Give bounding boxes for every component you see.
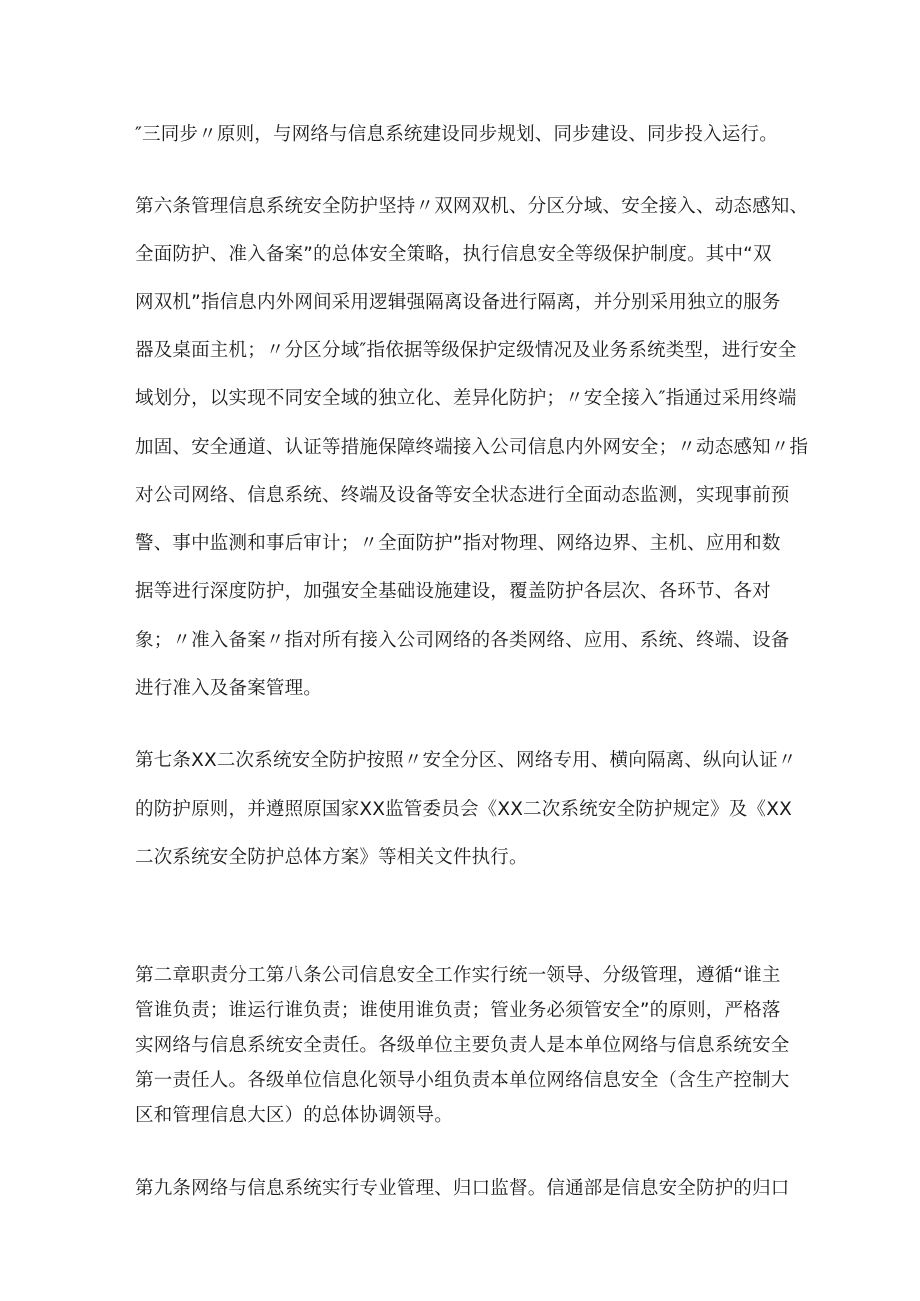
paragraph-line: 第九条网络与信息系统实行专业管理、归口监督。信通部是信息安全防护的归口 (135, 1178, 790, 1199)
paragraph-line: 象；〃准入备案〃指对所有接入公司网络的各类网络、应用、系统、终端、设备 (135, 630, 790, 651)
paragraph-line: 二次系统安全防护总体方案》等相关文件执行。 (135, 847, 528, 868)
paragraph-line: 据等进行深度防护，加强安全基础设施建设，覆盖防护各层次、各环节、各对 (135, 581, 771, 602)
paragraph-line: 器及桌面主机；〃分区分域″指依据等级保护定级情况及业务系统类型，进行安全 (135, 340, 797, 361)
paragraph-line: 第二章职责分工第八条公司信息安全工作实行统一领导、分级管理，遵循“谁主 (135, 965, 781, 986)
paragraph-line: 全面防护、准入备案”的总体安全策略，执行信息安全等级保护制度。其中“双 (135, 244, 772, 265)
paragraph-line: 区和管理信息大区）的总体协调领导。 (135, 1105, 453, 1126)
paragraph-line: 第一责任人。各级单位信息化领导小组负责本单位网络信息安全（含生产控制大 (135, 1070, 790, 1091)
paragraph-line: 域划分，以实现不同安全域的独立化、差异化防护；〃安全接入″指通过采用终端 (135, 388, 797, 409)
paragraph-line: 网双机”指信息内外网间采用逻辑强隔离设备进行隔离，并分别采用独立的服务 (135, 292, 781, 313)
paragraph-line: 对公司网络、信息系统、终端及设备等安全状态进行全面动态监测，实现事前预 (135, 485, 790, 506)
paragraph-line: 进行准入及备案管理。 (135, 678, 323, 699)
paragraph-line: 第七条XX二次系统安全防护按照〃安全分区、网络专用、横向隔离、纵向认证〃 (135, 750, 797, 771)
paragraph-line: 管谁负责；谁运行谁负责；谁使用谁负责；管业务必须管安全”的原则，严格落 (135, 1000, 781, 1021)
paragraph-line: 警、事中监测和事后审计；〃全面防护”指对物理、网络边界、主机、应用和数 (135, 533, 781, 554)
paragraph-line: 第六条管理信息系统安全防护坚持〃双网双机、分区分域、安全接入、动态感知、 (135, 196, 809, 217)
paragraph-line: 的防护原则，并遵照原国家XX监管委员会《XX二次系统安全防护规定》及《XX (135, 799, 792, 820)
paragraph-line: ″三同步〃原则，与网络与信息系统建设同步规划、同步建设、同步投入运行。 (135, 124, 778, 145)
paragraph-line: 加固、安全通道、认证等措施保障终端接入公司信息内外网安全；〃动态感知〃指 (135, 437, 809, 458)
paragraph-line: 实网络与信息系统安全责任。各级单位主要负责人是本单位网络与信息系统安全 (135, 1035, 790, 1056)
